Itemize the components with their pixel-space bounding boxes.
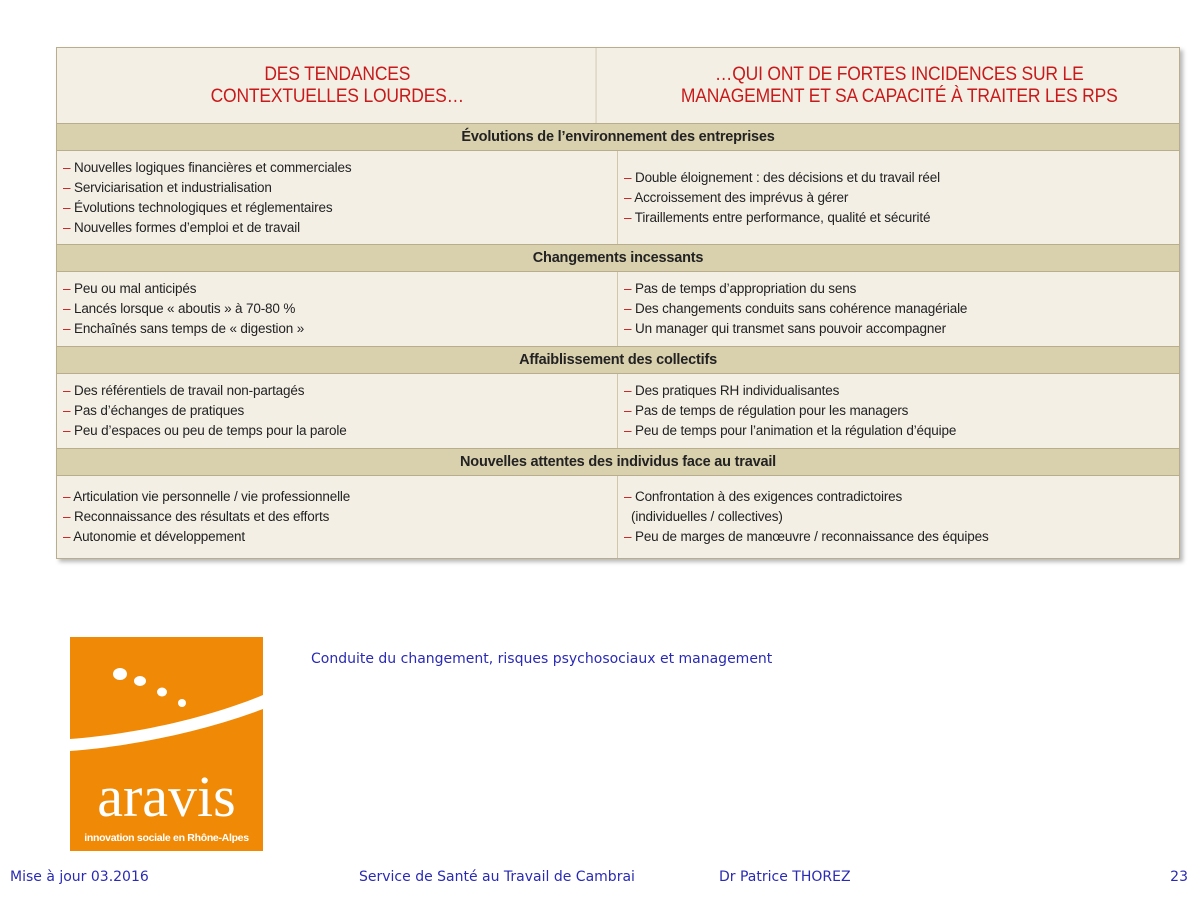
list-item (63, 319, 617, 339)
list-item (624, 279, 1179, 299)
item-text: (individuelles / collectives) (631, 509, 783, 524)
list-item (63, 218, 617, 238)
dash-marker: – (63, 509, 71, 524)
list-item (63, 507, 617, 527)
aravis-logo (70, 637, 263, 851)
logo-dot-icon (134, 676, 146, 686)
list-item (63, 381, 617, 401)
list-item (624, 188, 1179, 208)
header-trends (79, 48, 596, 123)
list-item (624, 487, 1179, 507)
item-text: Serviciarisation et industrialisation (73, 179, 272, 195)
section-title: Affaiblissement des collectifs (57, 346, 1179, 374)
trends-column (57, 272, 618, 346)
list-item (63, 279, 617, 299)
logo-dot-icon (178, 699, 186, 707)
item-text: Double éloignement : des décisions et du travail réel (634, 169, 940, 185)
dash-marker: – (63, 179, 71, 195)
dash-marker: – (63, 301, 71, 316)
list-item (63, 487, 617, 507)
list-item (624, 299, 1179, 319)
logo-dot-icon (157, 688, 167, 697)
logo-wordmark: aravis (97, 764, 236, 829)
dash-marker: – (624, 189, 632, 205)
dash-marker: – (63, 529, 71, 544)
dash-marker: – (63, 403, 71, 418)
dash-marker: – (63, 383, 71, 398)
table-header (57, 48, 1179, 123)
item-text: Enchaînés sans temps de « digestion » (73, 321, 305, 336)
item-text: Des changements conduits sans cohérence managériale (634, 301, 968, 316)
dash-marker: – (63, 321, 71, 336)
rps-table (56, 47, 1180, 559)
trends-column (57, 476, 618, 558)
item-text: Nouvelles logiques financières et commerciales (73, 159, 352, 175)
dash-marker: – (624, 321, 632, 336)
header-impacts-line: MANAGEMENT ET SA CAPACITÉ À TRAITER LES RPS (680, 85, 1118, 107)
list-item (624, 381, 1179, 401)
impacts-column (618, 476, 1179, 558)
list-item (63, 527, 617, 547)
footer-date: Mise à jour 03.2016 (10, 869, 149, 885)
logo-tagline: innovation sociale en Rhône-Alpes (84, 832, 249, 844)
logo-dot-icon (113, 668, 127, 680)
footer-doctor: Dr Patrice THOREZ (719, 869, 851, 885)
header-impacts-line: …QUI ONT DE FORTES INCIDENCES SUR LE (714, 63, 1084, 85)
header-impacts (641, 48, 1157, 123)
footer-service: Service de Santé au Travail de Cambrai (359, 869, 635, 885)
dash-marker: – (624, 383, 632, 398)
list-item (624, 208, 1179, 228)
item-text: Des référentiels de travail non-partagés (73, 383, 305, 398)
header-trends-line: DES TENDANCES (264, 63, 411, 85)
item-text: Tiraillements entre performance, qualité et sécurité (634, 209, 931, 225)
item-text: Nouvelles formes d’emploi et de travail (73, 219, 300, 235)
section-body (57, 272, 1179, 346)
list-item (624, 319, 1179, 339)
dash-marker: – (63, 423, 71, 438)
dash-marker: – (624, 301, 632, 316)
item-text: Peu de temps pour l’animation et la régulation d’équipe (634, 423, 957, 438)
section-body (57, 476, 1179, 558)
list-item (624, 168, 1179, 188)
list-item (63, 299, 617, 319)
item-text: Des pratiques RH individualisantes (634, 383, 840, 398)
list-item (624, 527, 1179, 547)
item-text: Peu d’espaces ou peu de temps pour la parole (73, 423, 347, 438)
dash-marker: – (624, 423, 632, 438)
item-text: Accroissement des imprévus à gérer (634, 189, 849, 205)
list-item (624, 421, 1179, 441)
dash-marker: – (624, 529, 632, 544)
dash-marker: – (63, 199, 71, 215)
item-text: Confrontation à des exigences contradictoires (634, 489, 903, 504)
impacts-column (618, 374, 1179, 448)
item-text: Articulation vie personnelle / vie professionnelle (73, 489, 351, 504)
list-item (624, 401, 1179, 421)
dash-marker: – (624, 209, 632, 225)
list-item (63, 421, 617, 441)
list-item (63, 198, 617, 218)
list-item (63, 178, 617, 198)
section-body (57, 374, 1179, 448)
page-number: 23 (1170, 869, 1188, 885)
item-text: Lancés lorsque « aboutis » à 70-80 % (73, 301, 296, 316)
section-title: Nouvelles attentes des individus face au travail (57, 448, 1179, 476)
dash-marker: – (63, 219, 71, 235)
header-trends-line: CONTEXTUELLES LOURDES… (210, 85, 464, 107)
item-text: Peu ou mal anticipés (73, 281, 197, 296)
item-text: Pas de temps d’appropriation du sens (634, 281, 857, 296)
item-text: Pas d’échanges de pratiques (73, 403, 245, 418)
list-item (63, 158, 617, 178)
logo-swoosh-icon (70, 695, 263, 751)
item-text: Un manager qui transmet sans pouvoir accompagner (634, 321, 946, 336)
dash-marker: – (63, 281, 71, 296)
section-body (57, 151, 1179, 244)
item-text: Autonomie et développement (73, 529, 245, 544)
slide-subtitle: Conduite du changement, risques psychosociaux et management (311, 651, 773, 667)
trends-column (57, 151, 618, 244)
impacts-column (618, 272, 1179, 346)
impacts-column (618, 151, 1179, 244)
dash-marker: – (63, 489, 71, 504)
dash-marker: – (624, 489, 632, 504)
item-text: Reconnaissance des résultats et des efforts (73, 509, 330, 524)
list-item (63, 401, 617, 421)
section-title: Changements incessants (57, 244, 1179, 272)
item-text: Évolutions technologiques et réglementaires (73, 199, 333, 215)
dash-marker: – (624, 403, 632, 418)
dash-marker: – (63, 159, 71, 175)
dash-marker: – (624, 281, 632, 296)
trends-column (57, 374, 618, 448)
list-item-continuation (624, 507, 1179, 527)
item-text: Pas de temps de régulation pour les managers (634, 403, 909, 418)
section-title: Évolutions de l’environnement des entreprises (57, 123, 1179, 151)
item-text: Peu de marges de manœuvre / reconnaissance des équipes (634, 529, 989, 544)
dash-marker: – (624, 169, 632, 185)
